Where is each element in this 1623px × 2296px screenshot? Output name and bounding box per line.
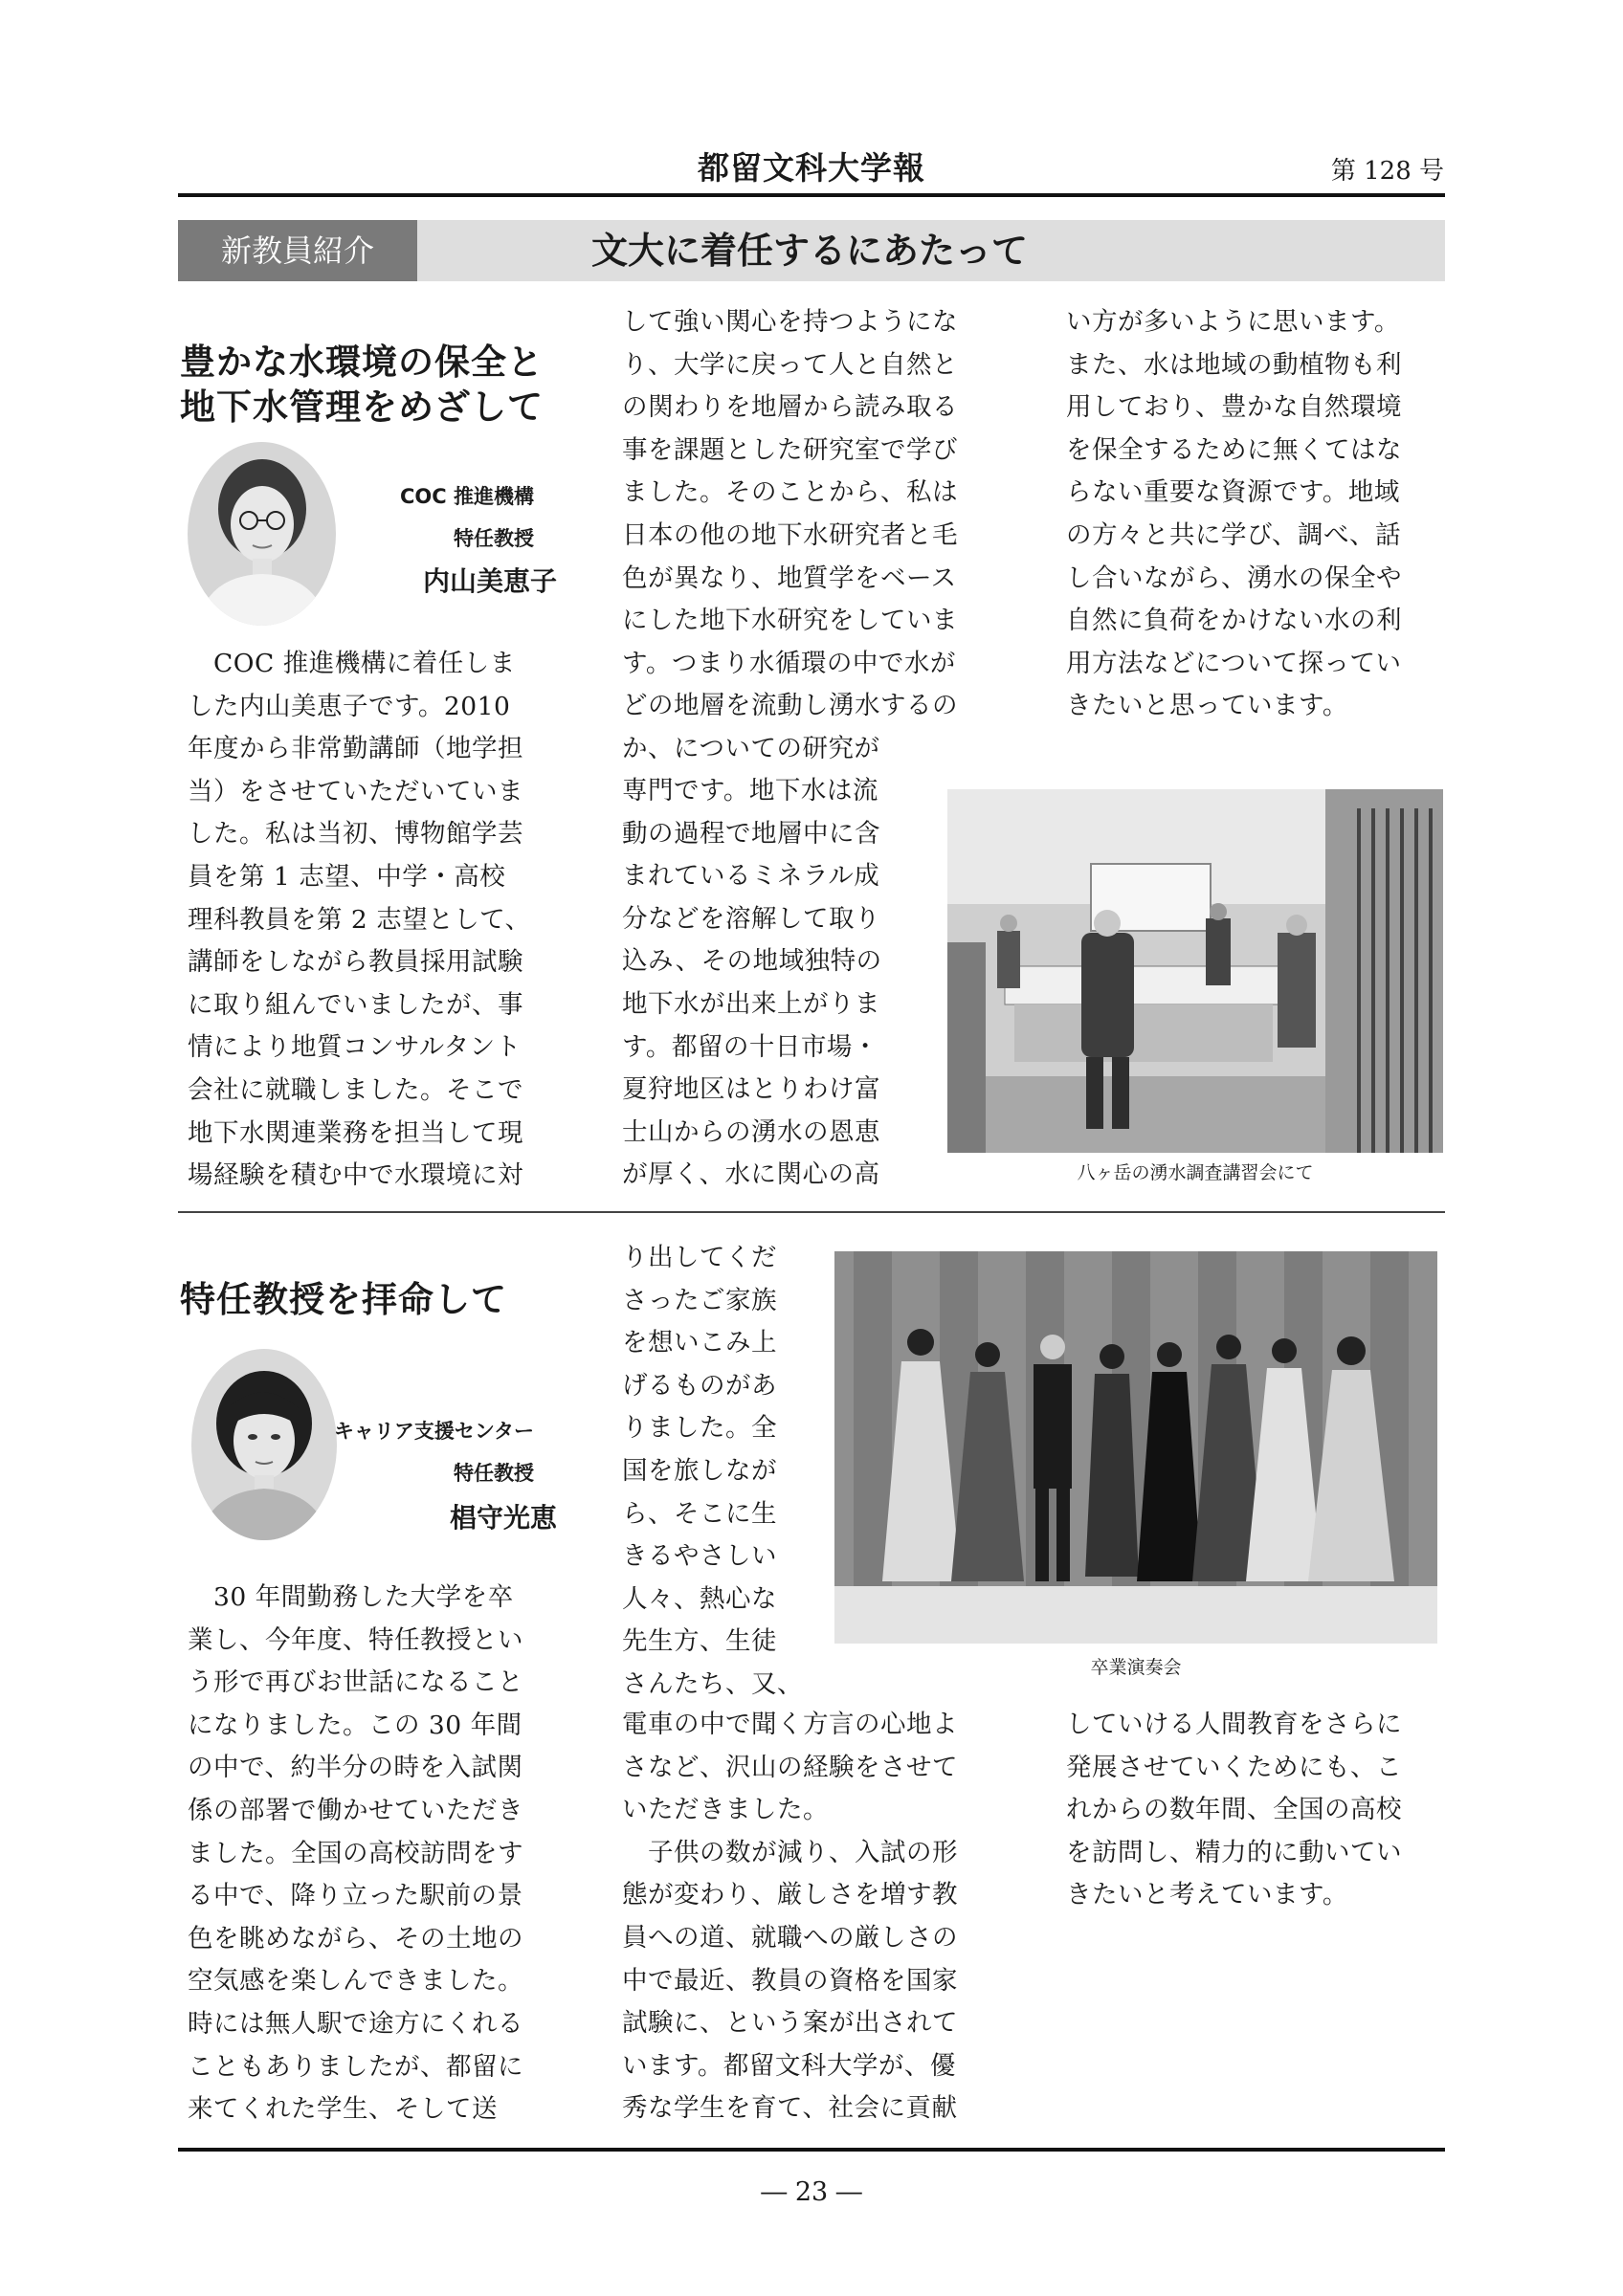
article1-photo-classroom [947,789,1443,1153]
issue-number: 第 128 号 [1330,157,1444,186]
article-divider [178,1211,1445,1213]
article2-headline: 特任教授を拝命して [180,1279,507,1320]
article2-column-3: していける人間教育をさらに 発展させていくためにも、こ れからの数年間、全国の高校 を訪問し、精力的に動いてい きたいと考えています。 [1066,1710,1402,1910]
article1-column-2-bottom: 専門です。地下水は流 動の過程で地層中に含 まれているミネラル成 分などを溶解して取り 込み、その地域独特の 地下水が出来上がりま す。都留の十日市場・ 夏狩地区はとりわけ富 士山からの湧水の恩恵 が厚く、水に関心の高 [622,776,882,1190]
newsletter-title: 都留文科大学報 [698,149,925,187]
article1-affiliation: COC 推進機構 [400,485,534,508]
article2-photo-graduation-concert [834,1251,1437,1644]
article1-author-name: 内山美恵子 [422,565,557,597]
article2-portrait [191,1349,337,1540]
article2-position: 特任教授 [454,1462,534,1485]
article2-column-1: 30 年間勤務した大学を卒 業し、今年度、特任教授とい う形で再びお世話になること になりました。この 30 年間 の中で、約半分の時を入試関 係の部署で働かせていただき ました。全国の高校訪問をす る中で、降り立った駅前の景 色を眺めながら、その土地の 空気感を楽しんできました。 時には無人駅で途方にくれる こともありましたが、都留に 来てくれた学生、そして送 [188,1582,523,2125]
section-title: 文大に着任するにあたって [590,230,1028,272]
header-rule [178,193,1445,197]
footer-rule [178,2148,1445,2152]
article1-photo-caption: 八ヶ岳の湧水調査講習会にて [1077,1162,1314,1183]
article2-photo-caption: 卒業演奏会 [1090,1657,1182,1678]
article1-headline: 豊かな水環境の保全と 地下水管理をめざして [180,342,544,428]
article1-column-1: COC 推進機構に着任しま した内山美恵子です。2010 年度から非常勤講師（地学担 当）をさせていただいていま した。私は当初、博物館学芸 員を第 1 志望、中学・高校 理科教員を第 2 志望として、 講師をしながら教員採用試験 に取り組んでいましたが、事 情により地質コンサルタント 会社に就職しました。そこで 地下水関連業務を担当して現 場経験を積む中で水環境に対 [188,649,531,1191]
article2-column-2-top: り出してくだ さったご家族 を想いこみ上 げるものがあ りました。全 国を旅しなが ら、そこに生 きるやさしい 人々、熱心な 先生方、生徒 さんたち、又、 [622,1243,803,1699]
article1-portrait [188,442,336,626]
article2-column-2-bottom: 電車の中で聞く方言の心地よ さなど、沢山の経験をさせて いただきました。 子供の数が減り、入試の形 態が変わり、厳しさを増す教 員への道、就職への厳しさの 中で最近、教員の資格を国家 試験に、という案が出されて います。都留文科大学が、優 秀な学生を育て、社会に貢献 [622,1710,958,2124]
article1-column-3: い方が多いように思います。 また、水は地域の動植物も利 用しており、豊かな自然環境 を保全するために無くてはな らない重要な資源です。地域 の方々と共に学び、調べ、話 し合いながら、湧水の保全や 自然に負荷をかけない水の利 用方法などについて探ってい きたいと思っています。 [1066,307,1402,721]
article2-affiliation: キャリア支援センター [333,1420,534,1443]
article2-author-name: 椙守光恵 [449,1502,557,1534]
section-tag: 新教員紹介 [178,220,417,281]
article1-column-2-top: して強い関心を持つようにな り、大学に戻って人と自然と の関わりを地層から読み取る 事を課題とした研究室で学び ました。そのことから、私は 日本の他の地下水研究者と毛 色が異なり、地質学をベース にした地下水研究をしていま す。つまり水循環の中で水が どの地層を流動し湧水するの か、についての研究が [622,307,958,763]
page-number: ― 23 ― [761,2177,862,2207]
article1-position: 特任教授 [454,527,534,550]
